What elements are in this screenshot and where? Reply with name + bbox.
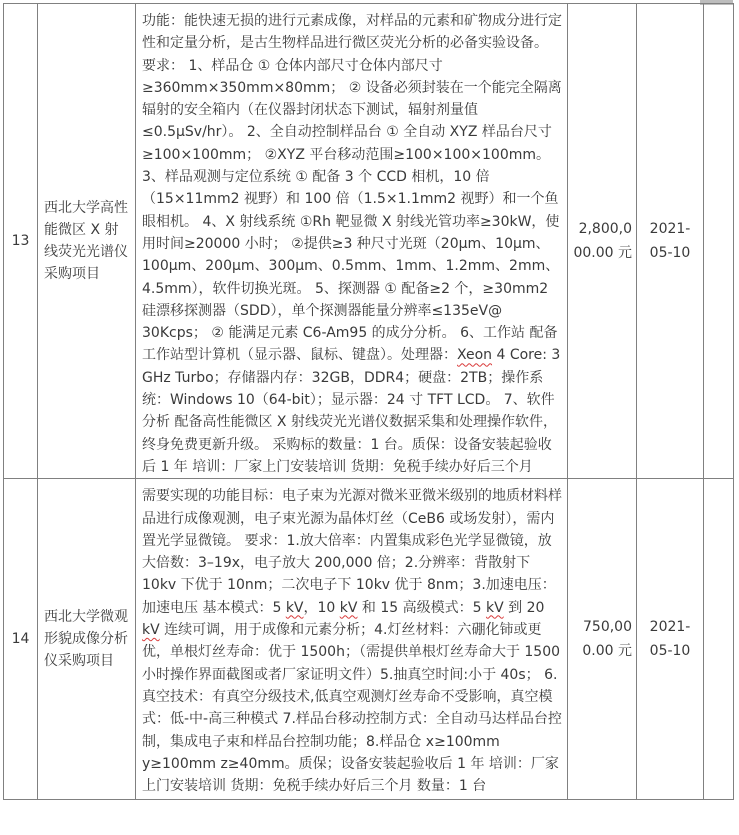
table-row: [4, 479, 734, 800]
empty-cell: [704, 479, 734, 800]
table-row: [4, 4, 734, 479]
date-cell: 2021-05-10: [637, 4, 704, 479]
description-cell: 功能：能快速无损的进行元素成像，对样品的元素和矿物成分进行定性和定量分析，是古生物样品进行微区荧光分析的必备实验设备。 要求： 1、样品仓 ① 仓体内部尺寸仓体内部尺寸≥360mm×350mm×80mm； ② 设备必须封装在一个能完全隔离辐射的安全箱内（在仪器封闭状态下测试，辐射剂量值≤0.5μSv/hr）。 2、全自动控制样品台 ① 全自动 XYZ 样品台尺寸≥100×100mm； ②XYZ 平台移动范围≥100×100×100mm。 3、样品观测与定位系统 ① 配备 3 个 CCD 相机，10 倍（15×11mm2 视野）和 100 倍（1.5×1.1mm2 视野）和一个鱼眼相机。 4、X 射线系统 ①Rh 靶显微 X 射线光管功率≥30kW，使用时间≥20000 小时； ②提供≥3 种尺寸光斑（20μm、10μm、100μm、200μm、300μm、0.5mm、1mm、1.2mm、2mm、4.5mm），软件切换光斑。 5、探测器 ① 配备≥2 个，≥30mm2 硅漂移探测器（SDD），单个探测器能量分辨率≤135eV@ 30Kcps； ② 能满足元素 C6-Am95 的成分分析。 6、工作站 配备工作站型计算机（显示器、鼠标、键盘）。处理器：Xeon 4 Core: 3 GHz Turbo；存储器内存：32GB，DDR4；硬盘：2TB；操作系统：Windows 10（64-bit）；显示器：24 寸 TFT LCD。 7、软件分析 配备高性能微区 X 射线荧光光谱仪数据采集和处理操作软件，终身免费更新升级。 采购标的数量：1 台。质保：设备安装起验收后 1 年 培训：厂家上门安装培训 货期：免税手续办好后三个月: [136, 4, 568, 479]
project-name-cell: 西北大学高性能微区 X 射线荧光光谱仪采购项目: [38, 4, 136, 479]
empty-cell: [704, 4, 734, 479]
row-number-cell: 14: [4, 479, 38, 800]
row-number-cell: 13: [4, 4, 38, 479]
price-cell: 2,800,000.00 元: [568, 4, 637, 479]
project-name-cell: 西北大学微观形貌成像分析仪采购项目: [38, 479, 136, 800]
description-cell: 需要实现的功能目标：电子束为光源对微米亚微米级别的地质材料样品进行成像观测，电子束光源为晶体灯丝（CeB6 或场发射），需内置光学显微镜。 要求：1.放大倍率：内置集成彩色光学显微镜，放大倍数：3–19x，电子放大 200,000 倍；2.分辨率：背散射下 10kv 下优于 10nm；二次电子下 10kv 优于 8nm；3.加速电压：加速电压 基本模式：5 kV，10 kV 和 15 高级模式：5 kV 到 20 kV 连续可调，用于成像和元素分析；4.灯丝材料：六硼化铈或更优，单根灯丝寿命：优于 1500h；（需提供单根灯丝寿命大于 1500 小时操作界面截图或者厂家证明文件）5.抽真空时间:小于 40s； 6.真空技术：有真空分级技术,低真空观测灯丝寿命不受影响，真空模式：低-中-高三种模式 7.样品台移动控制方式：全自动马达样品台控制，集成电子束和样品台控制功能；8.样品仓 x≥100mm y≥100mm z≥40mm。质保；设备安装起验收后 1 年 培训：厂家上门安装培训 货期：免税手续办好后三个月 数量：1 台: [136, 479, 568, 800]
procurement-table: [3, 3, 734, 800]
date-cell: 2021-05-10: [637, 479, 704, 800]
price-cell: 750,000.00 元: [568, 479, 637, 800]
